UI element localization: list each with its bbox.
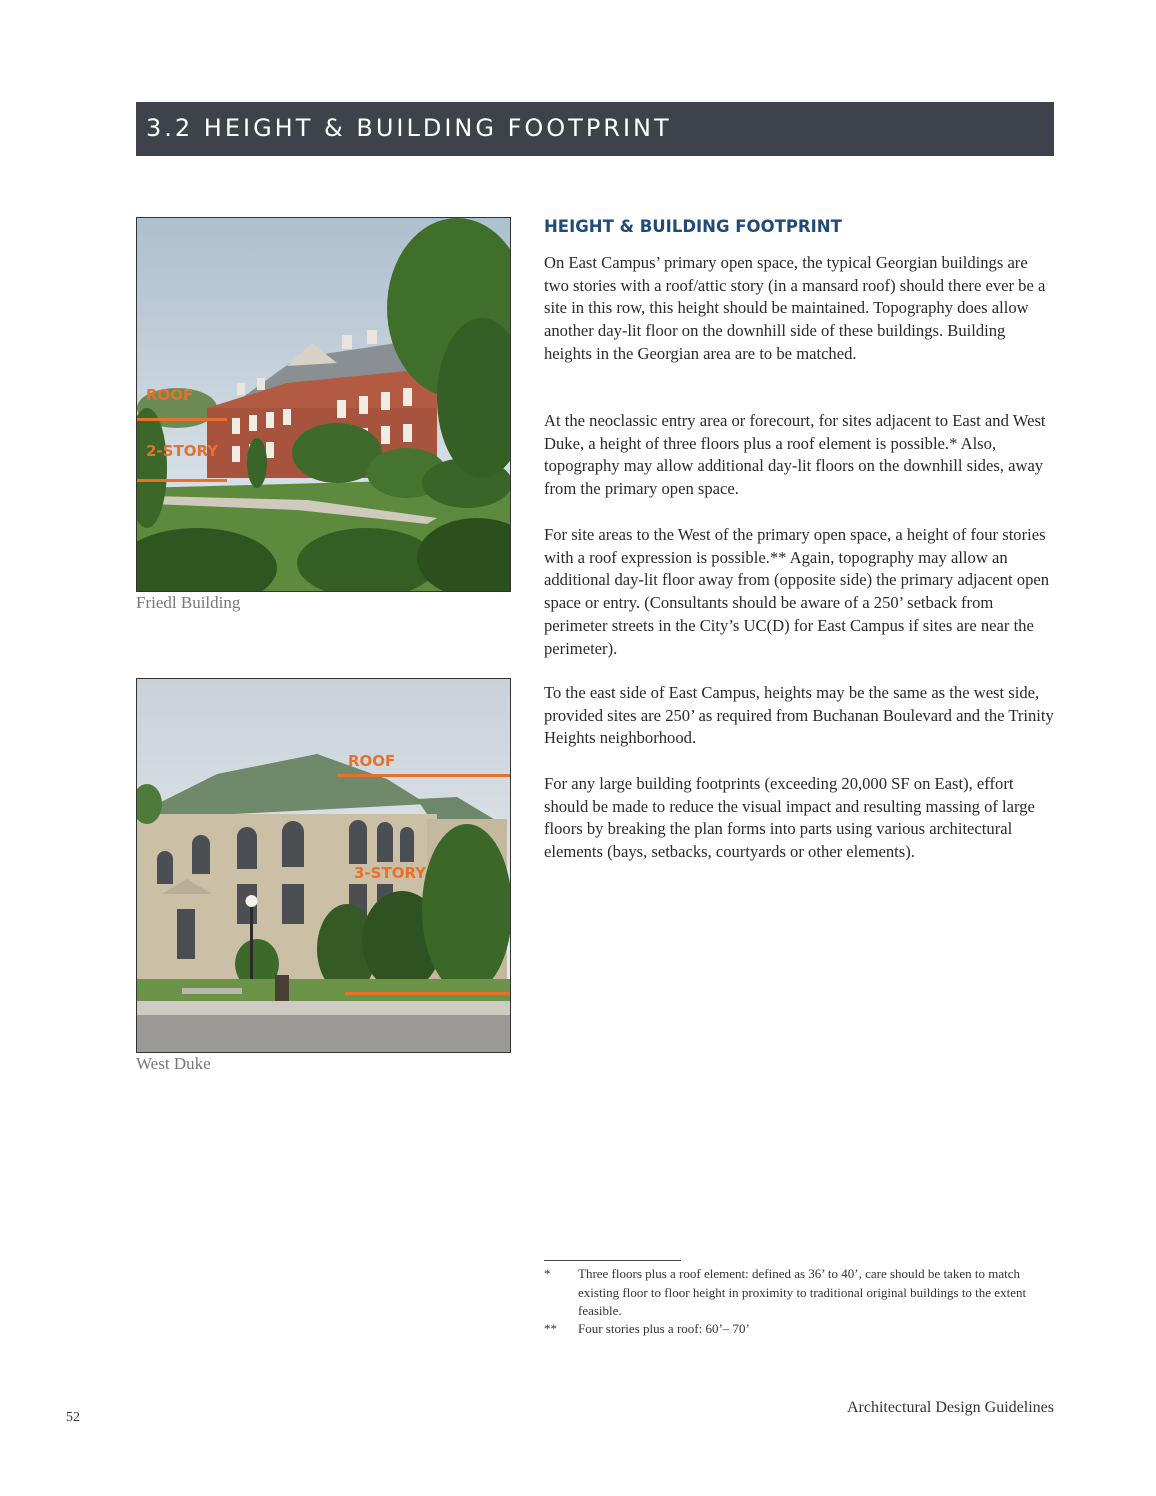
west-duke-photo (136, 678, 511, 1053)
section-banner (136, 102, 1054, 156)
friedl-building-illustration (137, 218, 510, 591)
west-duke-illustration (137, 679, 510, 1052)
subsection-heading: HEIGHT & BUILDING FOOTPRINT (544, 217, 842, 236)
body-paragraph: For site areas to the West of the primary open space, a height of four stories with a roof expression is possible.** Again, topography may allow an additional day-lit floor away from (opposite side) the primary adjacent open space or entry. (Consultants should be aware of a 250’ setback from perimeter streets in the City’s UC(D) for East Campus if sites are near the perimeter). (544, 525, 1050, 658)
figure-caption: Friedl Building (136, 593, 241, 612)
story-height-label: 3-STORY (354, 864, 427, 882)
roof-level-label: ROOF (348, 752, 396, 770)
body-paragraph: On East Campus’ primary open space, the typical Georgian buildings are two stories with a roof/attic story (in a mansard roof) should there ever be a site in this row, this height should be maintained. Topography does allow another day-lit floor on the downhill side of these buildings. Building heights in the Georgian area are to be matched. (544, 253, 1046, 363)
document-title: Architectural Design Guidelines (846, 1399, 1054, 1416)
footnote-divider (544, 1260, 681, 1261)
footnote-mark: ** (544, 1321, 557, 1336)
friedl-building-photo (136, 217, 511, 592)
figure-caption: West Duke (136, 1054, 211, 1073)
footnote-mark: * (544, 1266, 551, 1281)
roof-level-label: ROOF (146, 386, 194, 404)
body-paragraph: To the east side of East Campus, heights may be the same as the west side, provided sites are 250’ as required from Buchanan Boulevard and the Trinity Heights neighborhood. (544, 683, 1054, 748)
footnote (544, 1320, 1054, 1340)
footnote-text: Three floors plus a roof element: defined as 36’ to 40’, care should be taken to match existing floor to floor height in proximity to traditional original buildings to the extent feasible. (578, 1266, 1027, 1318)
body-paragraph: At the neoclassic entry area or forecourt, for sites adjacent to East and West Duke, a height of three floors plus a roof element is possible.* Also, topography may allow additional day-lit floors on the downhill sides, away from the primary open space. (544, 411, 1046, 499)
footnote (544, 1265, 1054, 1321)
story-height-label: 2-STORY (146, 442, 219, 460)
page-number: 52 (66, 1410, 80, 1425)
section-title: 3.2 HEIGHT & BUILDING FOOTPRINT (146, 114, 672, 142)
footnote-text: Four stories plus a roof: 60’– 70’ (578, 1321, 750, 1336)
body-paragraph: For any large building footprints (exceeding 20,000 SF on East), effort should be made to reduce the visual impact and resulting massing of large floors by breaking the plan forms into parts using various architectural elements (bays, setbacks, courtyards or other elements). (544, 774, 1035, 862)
